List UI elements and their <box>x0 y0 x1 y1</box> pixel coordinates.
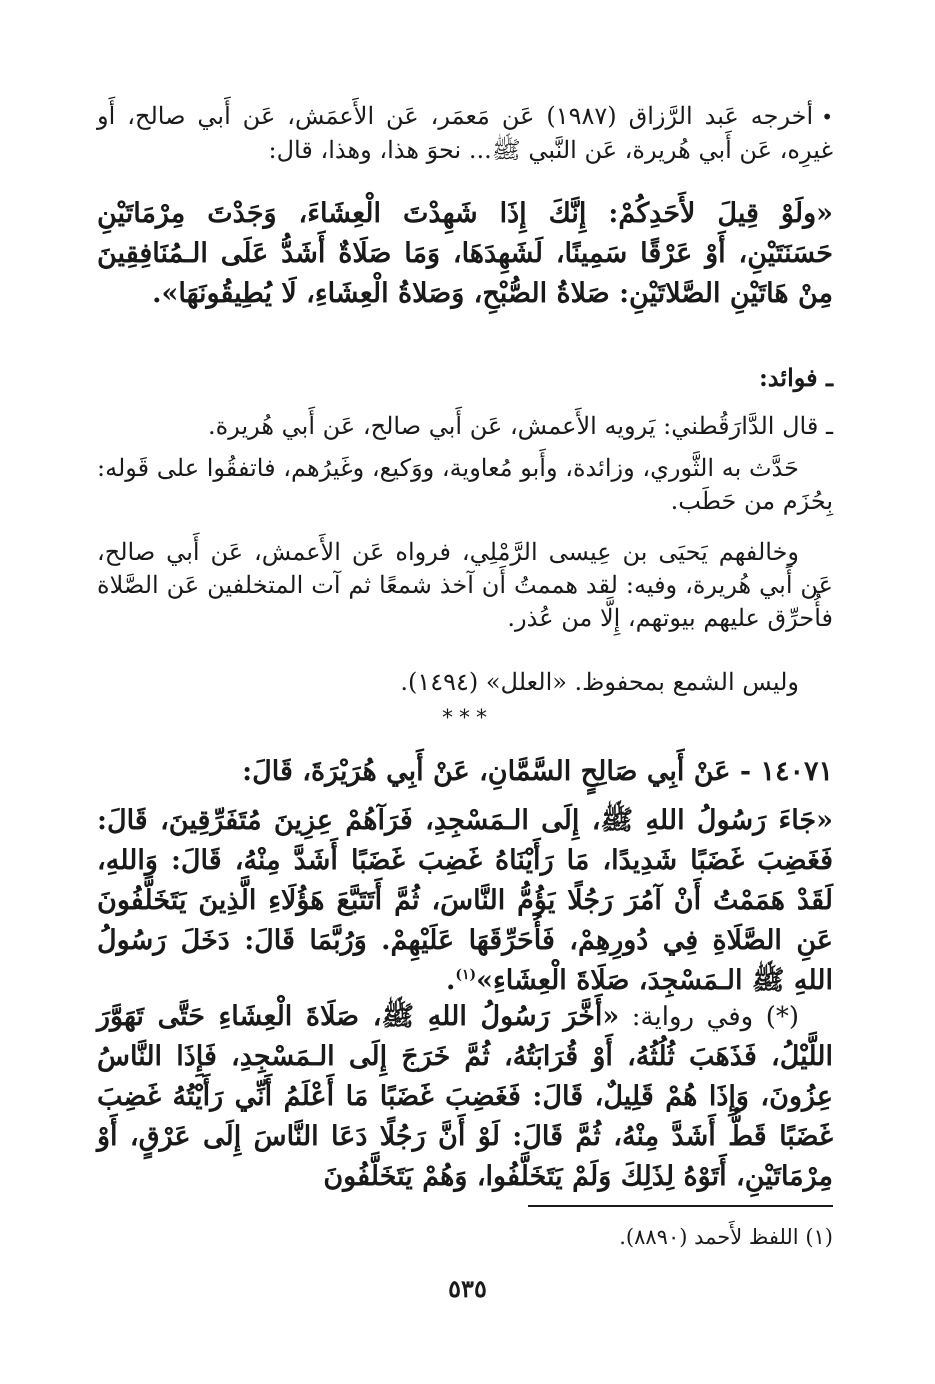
fawaid-heading <box>97 361 833 395</box>
page-number: ٥٣٥ <box>448 1274 487 1303</box>
hadith-header <box>97 752 833 792</box>
fawaid-paragraph-3-text: وخالفهم يَحيَى بن عِيسى الرَّمْلِي، فرواه عَن الأَعمش، عَن أَبي صالح، عَن أَبي هُريرة، وفيه: لقد هممتُ أَن آخذ شمعًا ثم آت المتخلفين عَن الصَّلاة فأُحرِّق عليهم بيوتهم، إِلَّا من عُذر. <box>97 538 834 632</box>
riwaya-label: وفي رواية: <box>631 1002 754 1032</box>
takhrij-text: أخرجه عَبد الرَّزاق (١٩٨٧) عَن مَعمَر، عَن الأَعمَش، عَن أَبي صالح، أَو غيرِه، عَن أَبي هُريرة، عَن النَّبي ﷺ... نحوَ هذا، وهذا، قال: <box>97 102 833 164</box>
riwaya-paragraph <box>97 997 833 1197</box>
fawaid-paragraph-3 <box>97 536 833 635</box>
fawaid-heading-text: ـ فوائد: <box>758 363 833 392</box>
fawaid-paragraph-4-text: وليس الشمع بمحفوظ. «العلل» (١٤٩٤). <box>400 668 799 696</box>
hadith-isnad: عَنْ أَبِي صَالِحٍ السَّمَّانِ، عَنْ أَبِي هُرَيْرَةَ، قَالَ: <box>242 756 731 787</box>
takhrij-quote: «ولَوْ قِيلَ لأَحَدِكُمْ: إِنَّكَ إِذَا شَهِدْتَ الْعِشَاءَ، وَجَدْتَ مِرْمَاتَيْنِ حَسَنَتَيْنِ، أَوْ عَرْقًا سَمِينًا، لَشَهِدَهَا، وَمَا صَلَاةٌ أَشَدُّ عَلَى الـمُنَافِقِينَ مِنْ هَاتَيْنِ الصَّلاتَيْنِ: صَلاةُ الصُّبْحِ، وَصَلاةُ الْعِشَاءِ، لَا يُطِيقُونَهَا». <box>97 198 833 309</box>
fawaid-paragraph-4 <box>97 666 833 699</box>
fawaid-line-1: ـ قال الدَّارَقُطني: يَرويه الأَعمش، عَن أَبي صالح، عَن أَبي هُريرة. <box>208 412 833 440</box>
footnote-reference[interactable]: (١) <box>455 967 477 983</box>
footnote: (١) اللفظ لأَحمد (٨٨٩٠). <box>619 1225 833 1249</box>
hadith-text-body: «جَاءَ رَسُولُ اللهِ ﷺ، إِلَى الـمَسْجِدِ، فَرَآهُمْ عِزِينَ مُتَفَرِّقِينَ، قَالَ: فَغَضِبَ غَضَبًا شَدِيدًا، مَا رَأَيْنَاهُ غَضِبَ غَضَبًا أَشَدَّ مِنْهُ، قَالَ: وَاللهِ، لَقَدْ هَمَمْتُ أَنْ آمُرَ رَجُلًا يَؤُمُّ النَّاسَ، ثُمَّ أَتَتَبَّعَ هَؤُلَاءِ الَّذِينَ يَتَخَلَّفُونَ عَنِ الصَّلَاةِ فِي دُورِهِمْ، فَأُحَرِّقَهَا عَلَيْهِمْ. وَرُبَّمَا قَالَ: دَخَلَ رَسُولُ اللهِ ﷺ الـمَسْجِدَ، صَلَاةَ الْعِشَاءِ» <box>97 805 833 996</box>
hadith-text-end: . <box>445 965 456 996</box>
riwaya-marker: (*) <box>765 1002 800 1032</box>
riwaya-text: «أَخَّرَ رَسُولُ اللهِ ﷺ، صَلَاةَ الْعِشَاءِ حَتَّى تَهَوَّرَ اللَّيْلُ، فَذَهَبَ ثُلُثُهُ، أَوْ قُرَابَتُهُ، ثُمَّ خَرَجَ إِلَى الـمَسْجِدِ، فَإِذَا النَّاسُ عِزُونَ، وَإِذَا هُمْ قَلِيلٌ، قَالَ: فَغَضِبَ غَضَبًا مَا أَعْلَمُ أَنِّي رَأَيْتُهُ غَضِبَ غَضَبًا قَطُّ أَشَدَّ مِنْهُ، ثُمَّ قَالَ: لَوْ أَنَّ رَجُلًا دَعَا النَّاسَ إِلَى عَرْقٍ، أَوْ مِرْمَاتَيْنِ، أَتَوْهُ لِذَلِكَ وَلَمْ يَتَخَلَّفُوا، وَهُمْ يَتَخَلَّفُونَ <box>97 1001 833 1192</box>
footnote-divider <box>528 1205 833 1207</box>
bullet-marker: • <box>821 105 833 129</box>
hadith-number: ١٤٠٧١ - <box>739 756 833 787</box>
hadith-text <box>97 801 833 1001</box>
fawaid-paragraph-2 <box>97 452 833 518</box>
section-separator: *** <box>442 706 493 731</box>
fawaid-paragraph-2-text: حَدَّث به الثَّوري، وزائدة، وأَبو مُعاوية، ووَكيع، وغَيرُهم، فاتفقُوا على قَوله: بِحُزَم من حَطَب. <box>97 454 833 515</box>
takhrij-paragraph <box>97 100 833 167</box>
